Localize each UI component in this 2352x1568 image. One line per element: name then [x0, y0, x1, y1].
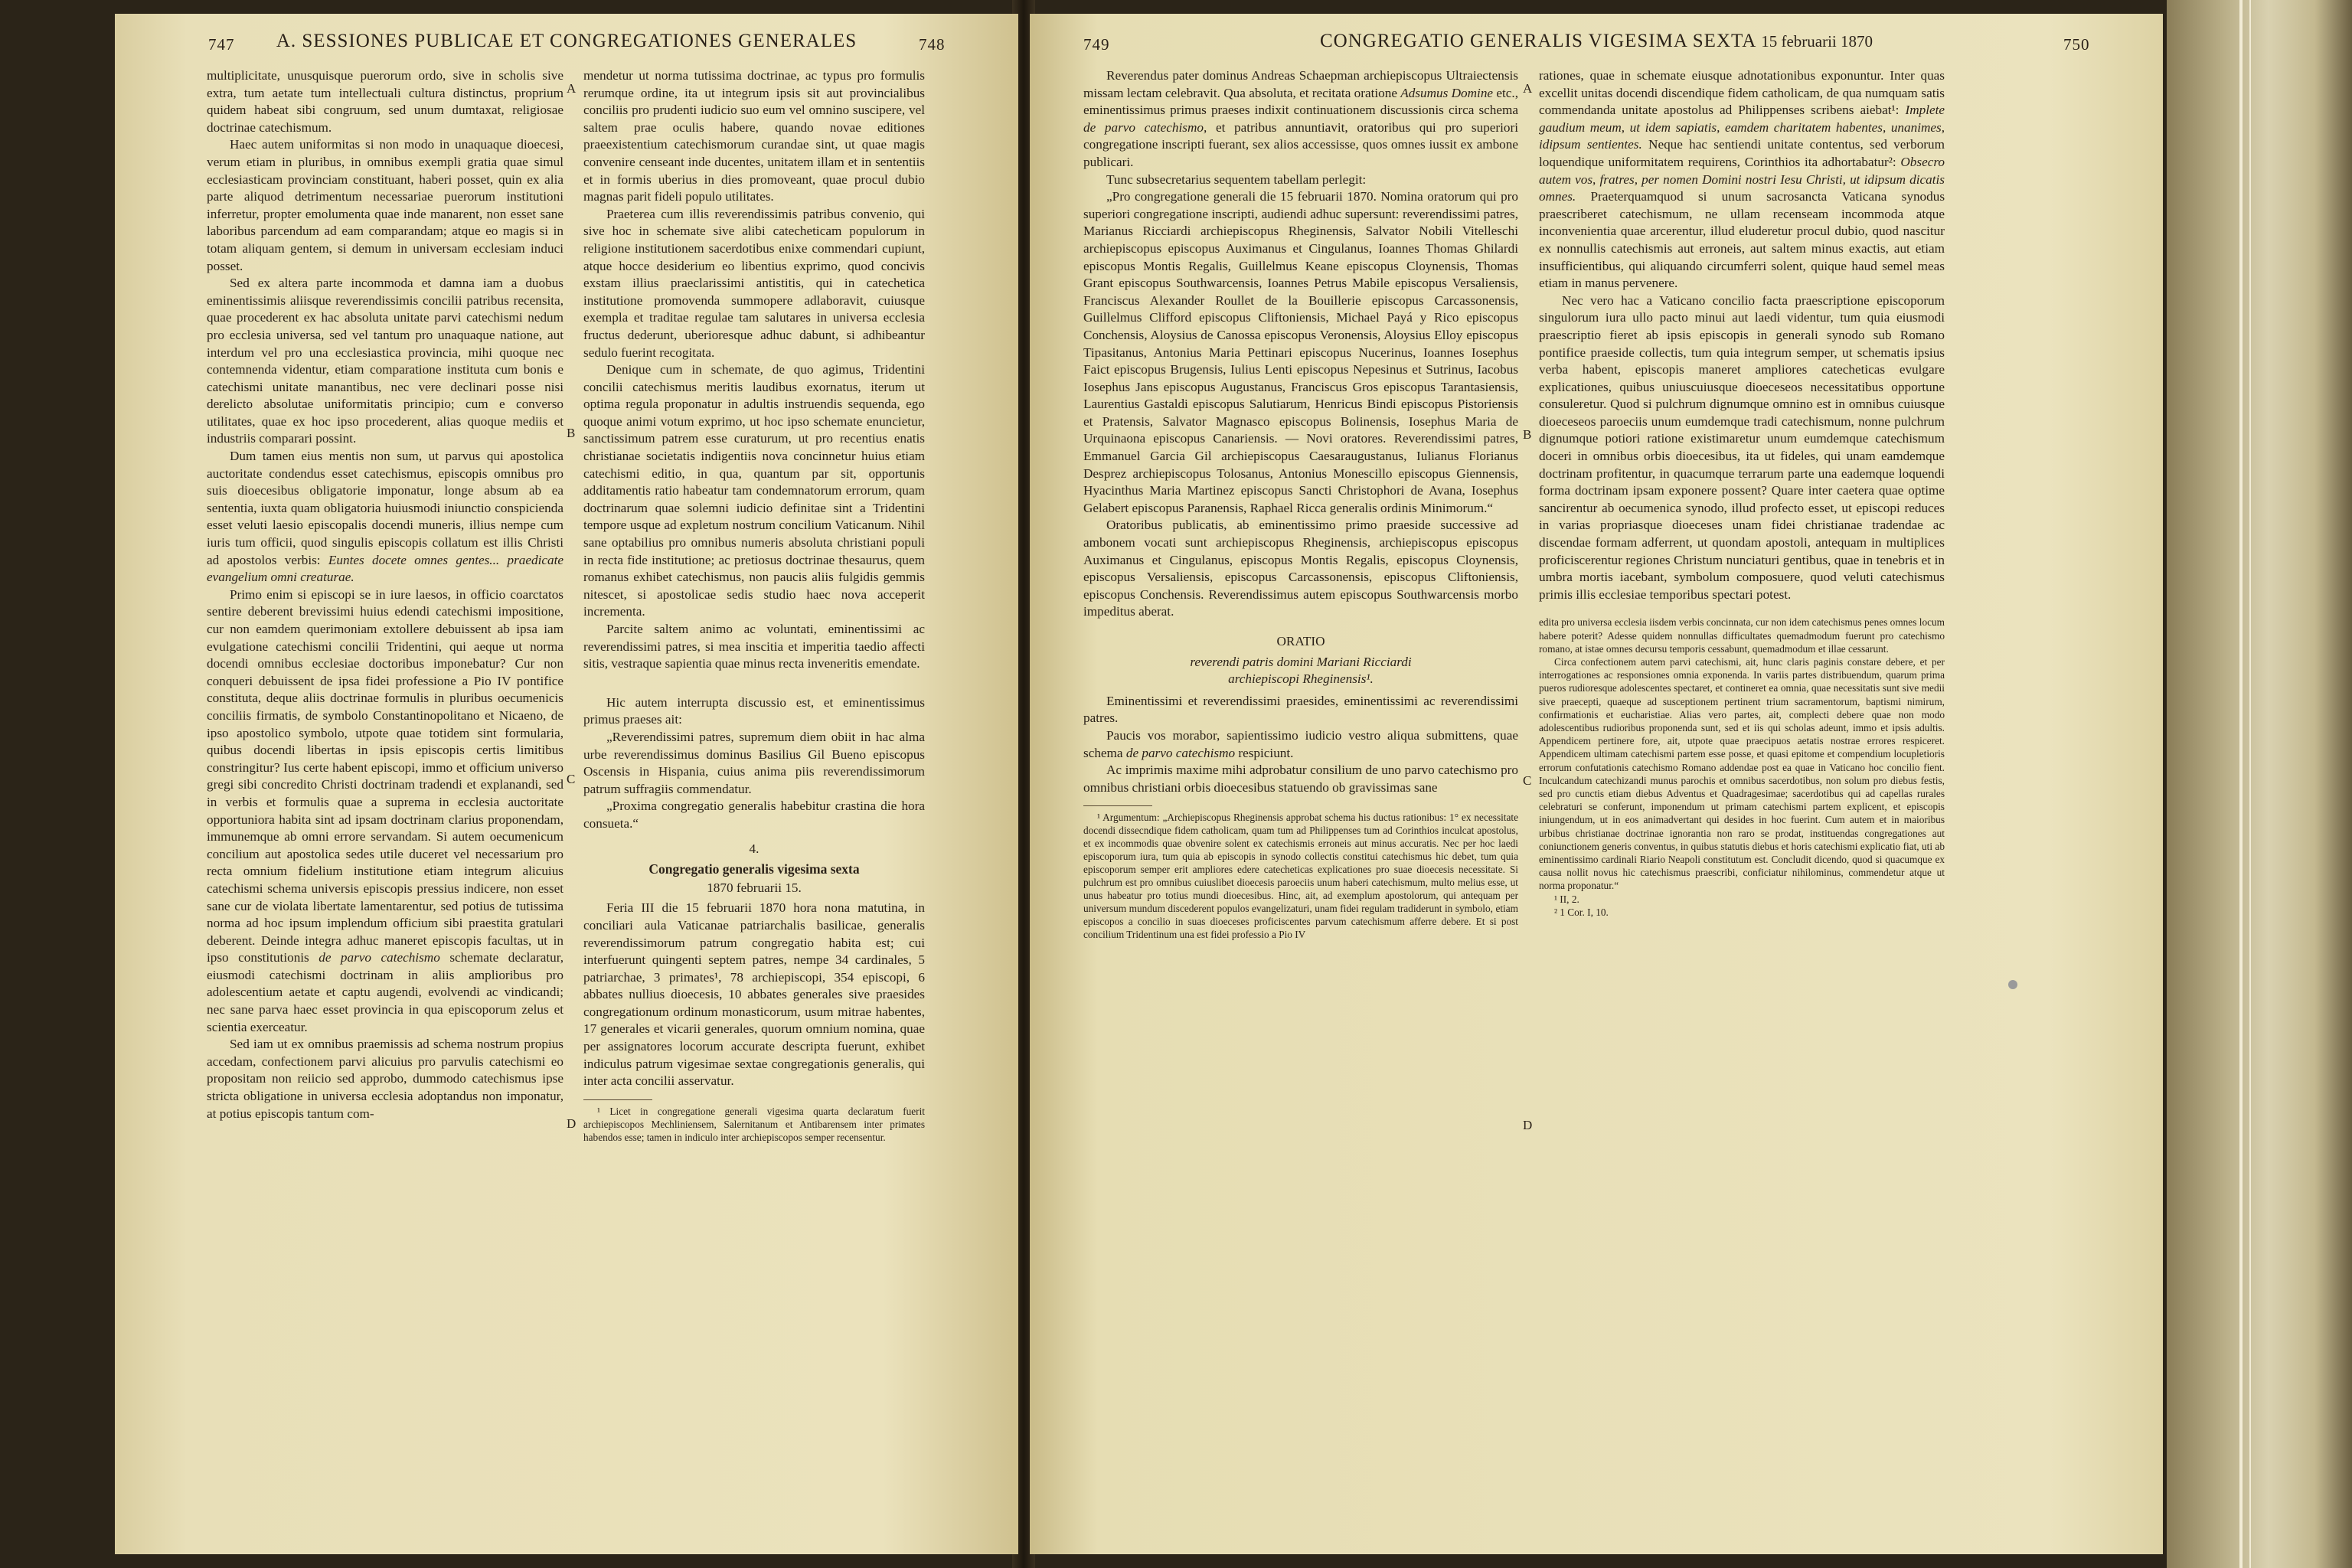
paragraph: Nec vero hac a Vaticano concilio facta praescriptione episcoporum singulorum iura ullo pacto minui aut laedi videntur, tum quia eiusmodi praescriptio fieret ab ipsis episcopis in generali synodo sub Romano pontifice praeside collectis, tum quia integrum semper, ut schematis ipsius verba habent, episcopis maneret ampliores catecheticas evulgare explicationes, quibus uniuscuiusque dioeceseos necessitatibus opportune consuleretur. Quod si pulchrum dignumque omnino est in omnibus cuiusque dioeceseos paroeciis unum eumdemque tradi catechismum, nonne pulchrum dignumque potiori ratione existimaretur unum eumdemque catechismum doceri in omnibus orbis dioecesibus, ita ut fideles, qui unam eamdemque doctrinam profitentur, in quacumque terrarum parte una eademque loquendi forma doctrinam ipsam exponere possent? Quare inter caetera quae optime sancirentur ab oecumenica synodo, illud profecto esset, ut episcopi reduces in varias propriasque dioeceses unam fidei christianae tradendae ac discendae formam adferrent, ut quondam apostoli, antequam in multiplices proficiscerentur regiones Christum nunciaturi gentibus, quae in tenebris et in umbra mortis iacebant, symbolum composuere, quod veluti catechismus primis illis ecclesiae temporibus spectari potest. [1539, 292, 1945, 602]
margin-letter: B [1523, 427, 1532, 442]
paragraph: Denique cum in schemate, de quo agimus, Tridentini concilii catechismus meritis laudibus exornatus, iterum ut optima regula proponatur in adultis instruendis sequenda, ego quoque animi votum exprimo, ut hoc ipso schemate enuncietur, sanctissimum patrem esse curaturum, ut pro recentius enatis christianae societatis indigentiis nova concinnetur huius etiam catechismi editio, in qua, quantum par sit, opportunis additamentis ratio habeatur tam condemnatorum errorum, quam doctrinarum quae solemni iudicio definitae sint a Tridentini tempore usque ad expletum nostrum concilium Vaticanum. Nihil sane optabilius pro omnibus numeris absoluta christiani populi in recta fide institutione; ac pretiosus doctrinae thesaurus, quem romanus exhibet catechismus, non paucis aliis fulgidis gemmis nitescet, si apostolicae sedis studio haec nova acceperit incrementa. [583, 362, 925, 619]
running-title-text: CONGREGATIO GENERALIS VIGESIMA SEXTA [1319, 31, 1756, 51]
paragraph: Parcite saltem animo ac voluntati, eminentissimi ac reverendissimi patres, si mea inscitia et imperitia taedio affecti sitis, vestraque sapientia quae minus recta inveneritis emendate. [583, 622, 925, 671]
page-number: 749 [1083, 35, 1110, 54]
footnote-continuation [1539, 616, 1945, 919]
paragraph: Oratoribus publicatis, ab eminentissimo primo praeside successive ad ambonem vocati sunt archiepiscopus Rheginensis, archiepiscopus episcopus Auximanus et Cingulanus, episcopus Montis Regalis, episcopus Cloynensis, episcopus Versaliensis, episcopus Carcassonensis, episcopus Cliftoniensis, episcopus Conchensis. Reverendissimus autem episcopus Southwarcensis morbo impeditus aberat. [1083, 518, 1518, 619]
margin-letter: D [567, 1116, 577, 1131]
section-title: Congregatio generalis vigesima sexta [648, 861, 860, 877]
scripture-quote: Euntes docete omnes gentes... praedicate evangelium omni creaturae. [207, 552, 564, 585]
paragraph-text: etc., eminentissimus primus praeses indixit continuationem discussionis circa schema [1083, 85, 1519, 118]
footnote [583, 1105, 925, 1144]
margin-letter: D [1523, 1118, 1533, 1132]
paragraph: Feria III die 15 februarii 1870 hora nona matutina, in conciliari aula Vaticanae patriarchalis basilicae, generalis reverendissimorum patrum congregatio habita est; cui interfuerunt quingenti septem patres, nempe 34 cardinales, 5 patriarchae, 3 primates¹, 78 archiepiscopi, 354 episcopi, 6 abbates nullius dioecesis, 10 abbates generales sive praesides congregationum ordinum monasticorum, usum mitrae habentes, 17 generales et vicarii generales, quorum omnium nomina, quae per assignatores locorum accurate descripta fuerunt, exhibet indiculus patrum vigesimae sextae congregationis generalis, qui inter acta concilii asservatur. [583, 900, 925, 1089]
running-date: 15 februarii 1870 [1761, 32, 1873, 51]
paragraph-text: Reverendus pater dominus Andreas Schaepman archiepiscopus Ultraiectensis missam lectam celebravit. Qua absoluta, et recitata oratione [1083, 68, 1518, 100]
paragraph-text: Paucis vos morabor, sapientissimo iudicio vestro aliqua submittens, quae schema [1083, 727, 1518, 760]
scripture-quote: Obsecro autem vos, fratres, per nomen Domini nostri Iesu Christi, ut idipsum dicatis omnes. [1539, 154, 1945, 204]
footnote-text: ² 1 Cor. I, 10. [1554, 906, 1609, 918]
page-number: 747 [208, 35, 235, 54]
footnote-text: Circa confectionem autem parvi catechismi, ait, hunc claris paginis constare debere, et per interrogationes ac responsiones omnia exponenda. In variis partes distribuendum, quarum prima pueros rudioresque adolescentes spectaret, et contineret ea omnia, quae necessitatis sunt sive medii sive praecepti, quaeque ad susceptionem pertinent trium sacramentorum, baptismi nimirum, confirmationis et eucharistiae. Alias vero partes, ait, complecti debere quae non modo adolescentibus rudioribus proponenda sunt, sed et iis qui scholas adeunt, immo et ipsis adultis. Appendicem pertinere fore, ait, utpote quae praecipuos aetatis nostrae errores respiceret. Appendicem ultimam catechismi partem esse posse, et quasi epitome et compendium locupletioris errorum confutationis catechismo Romano addendae post ea quae in Vaticano hoc concilio fient. Inculcandum catechizandi munus parochis et omnibus sacerdotibus, non solum pro diebus festis, sed pro cunctis etiam diebus Adventus et Quadragesimae; sacerdotibus qui ad capellas rurales celebraturi se conferunt, imponendum ut primam catechismi partem explicent, et episcopis iniungendum, ut in eos animadvertant qui desides in hoc fuerint. Cum autem et in maioribus urbibus christianae doctrinae ignorantia non raro se prodat, instituendas congregationes aut coniunctionem generis conventus, in quibus statutis diebus et horis catechismi explicatio fiat, uti ab eminentissimo cardinali Riario Neapoli constitutum est. Concludit dicendo, quod si quacumque ex causa nollit novus hic catechismus praescribi, conficiatur nihilominus, commendetur atque ut norma proponatur.“ [1539, 656, 1945, 892]
page-number: 750 [2063, 35, 2090, 54]
italic-phrase: de parvo catechismo [318, 950, 440, 965]
page-number: 748 [919, 35, 946, 54]
running-header [115, 31, 1018, 61]
paragraph [1083, 67, 1518, 172]
paragraph: Haec autem uniformitas si non modo in unaquaque dioecesi, verum etiam in pluribus, in omnibus exempli gratia quae simul ecclesiasticam provinciam constituant, haberi posset, quin ex alia parte aliquod detrimentum necessariae puerorum institutioni inferretur, propter emolumenta quae inde manarent, non esset sane laboribus parcendum ad eam comparandam; atque eo magis si in totam aliquam gentem, si demum in universam ecclesiam induci posset. [207, 137, 564, 273]
paragraph: Sed ex altera parte incommoda et damna iam a duobus eminentissimis aliisque reverendissimis concilii patribus recensita, quae procederent ex hac absoluta unitate parvi catechismi nedum pro ecclesia universa, sed vel tantum pro unaquaque natione, aut interdum vel pro una ecclesiastica provincia, mihi quoque nec contemnenda videntur, etiam comparatione instituta cum bonis e catechismi unitate manantibus, nec vere declinari posse nisi derelicto absolutae uniformitatis principio; cum e converso utilitates, quae ex hoc ipso procederent, alias quoque mediis et industriis comparari possint. [207, 276, 564, 446]
paragraph-text: Neque hac sentiendi unitate contentus, sed verborum loquendique uniformitatem requirens, Corinthios ita adhortabatur²: [1539, 137, 1945, 169]
book-edge [2167, 0, 2352, 1568]
right-page-column-2 [1539, 67, 1945, 919]
scripture-quote: Implete gaudium meum, ut idem sapiatis, eamdem charitatem habentes, unanimes, idipsum sentientes. [1539, 103, 1945, 152]
left-page [115, 14, 1018, 1554]
footnote-text: ¹ Licet in congregatione generali vigesima quarta declaratum fuerit archiepiscopos Mechliniensem, Salernitanum et Antibarensem inter primates habendos esse; tamen in indiculo inter archiepiscopos semper recensentur. [583, 1105, 925, 1143]
margin-letter: C [567, 772, 576, 786]
right-page-column-1 [1083, 67, 1518, 941]
page-edge-line [2249, 0, 2251, 1568]
paragraph: „Reverendissimi patres, supremum diem obiit in hac alma urbe reverendissimus dominus Basilius Gil Bueno episcopus Oscensis in Hispania, cuius anima piis reverendissimorum patrum suffragiis commendatur. [583, 729, 925, 796]
footnote-text: edita pro universa ecclesia iisdem verbis concinnata, cur non idem catechismus penes omnes locum habere poterit? Adesse quidem nonnullas difficultates quemadmodum fuerunt pro catechismo romano, at istae omnes decursu temporis cessabunt, quemadmodum et illae cessarunt. [1539, 616, 1945, 655]
oration-subheading: archiepiscopi Rheginensis¹. [1228, 671, 1374, 687]
paragraph [207, 448, 564, 586]
paragraph: Praeterea cum illis reverendissimis patribus convenio, qui sive hoc in schemate sive alibi catecheticam populorum in religione institutionem sacerdotibus enixe commendari cupiunt, atque hocce desiderium eo libentius exprimo, quod concivis exstam illius praeclarissimi antistitis, qui in catechetica institutione promovenda summopere adlaboravit, cuiusque exempla et traditae regulae tam salutares in universa ecclesia fructus dederunt, uberioresque adhuc dabunt, si adhibeantur sedulo fuerint recogitata. [583, 206, 925, 360]
paragraph [1539, 67, 1945, 292]
paragraph: „Pro congregatione generali die 15 februarii 1870. Nomina oratorum qui pro superiori congregatione inscripti, audiendi adhuc supersunt: reverendissimi patres, Marianus Ricciardi archiepiscopus Rheginensis, Salvator Nobili Vitelleschi archiepiscopus episcopus Auximanus et Cingulanus, Ioannes Thomas Ghilardi episcopus Montis Regalis, Guillelmus Keane episcopus Cloynensis, Thomas Grant episcopus Southwarcensis, Ioannes Petrus Mabile episcopus Versaliensis, Franciscus Alexander Roullet de la Bouillerie episcopus Carcassonensis, Guillelmus Clifford episcopus Cliftoniensis, Michael Payá y Rico episcopus Conchensis, Aloysius de Canossa episcopus Veronensis, Aloysius Elloy episcopus Tipasitanus, Antonius Maria Pettinari episcopus Nucerinus, Ioannes Iosephus Faict episcopus Brugensis, Iulius Lenti episcopus Nepesinus et Sutrinus, Iacobus Iosephus Jans episcopus Augustanus, Franciscus Gros episcopus Tarantasiensis, Laurentius Gastaldi episcopus Salutiarum, Henricus Bindi episcopus Pistoriensis et Pratensis, Salvator Magnasco episcopus Bolinensis, Iosephus Maria de Urquinaona episcopus Canariensis. — Novi oratores. Reverendissimi patres, Emmanuel Garcia Gil archiepiscopus Caesaraugustanus, Iulianus Florianus Desprez archiepiscopus Tolosanus, Antonius Monescillo episcopus Giennensis, Hyacinthus Maria Martinez episcopus Sancti Christophori de Avana, Iosephus Gelabert episcopus Paranensis, Raphael Ricca generalis ordinis Minimorum.“ [1083, 189, 1518, 515]
paragraph-text: Primo enim si episcopi se in iure laesos, in officio coarctatos sentire deberent brevissimi huius edendi catechismi impositione, cur non eamdem querimoniam extollere debuissent ab ipsa iam evulgatione catechismi concilii Tridentini, qui aeque ut norma docendi omnibus ecclesiae doctoribus imponebatur? Cur non conqueri debuissent de ipsa fidei professione a Pio IV pontifice constituta, deque aliis doctrinae formulis in pluribus oecumenicis conciliis firmatis, de symbolo Constantinopolitano et Nicaeno, de ipso apostolico symbolo, utpote quae totidem sint formularia, quibus docendi libertas in ipsis episcopis certis limitibus constringitur? Ius certe habent episcopi, immo et officium universo gregi sibi concredito Christi doctrinam tradendi et explanandi, sed in verbis et formulis quae a suprema in ecclesia auctoritate opportuniora habita sint ad ipsam doctrinam clarius proponendam, immunemque ab omni errore servandam. Si autem oecumenicum concilium aut apostolica sedes utile duceret vel necessarium pro recta omnium fidelium institutione etiam integrum alicuius catechismi schema universis episcopis pressius indicere, non esset sane cur de violata libertate lamentarentur, sed potius de tutissima norma ad hoc ipsum implendum officium sibi praestita gratulari deberent. Deinde integra adhuc maneret episcopis facultas, ut in ipso constitutionis [207, 586, 564, 965]
paragraph: multiplicitate, unusquisque puerorum ordo, sive in scholis sive extra, tum aetate tum intellectuali cultura distinctus, proprium quidem habeat sibi congruum, sed unum dumtaxat, religiosae doctrinae catechismum. [207, 68, 564, 135]
italic-phrase: de parvo catechismo [1125, 745, 1236, 760]
oration-subheading: reverendi patris domini Mariani Ricciardi [1190, 654, 1412, 669]
paragraph-text: Praeterquamquod si unum sacrosancta Vaticana synodus praescriberet catechismum, ne ullam recenseam incommoda atque inconvenientia quae arcerentur, illud eluderetur procul dubio, quod nascitur ex nonnullis catechismis aut erroneis, aut saltem minus exactis, aut etiam insufficientibus, qui aliquando circumferri solent, quique haud semel meas etiam in manus pervenere. [1539, 189, 1945, 291]
oration-heading: ORATIO [1276, 634, 1325, 648]
section-date: 1870 februarii 15. [707, 880, 802, 895]
paragraph: Hic autem interrupta discussio est, et eminentissimus primus praeses ait: [583, 694, 925, 727]
paragraph [207, 586, 564, 1036]
paper-speck [2008, 980, 2017, 989]
margin-letter: C [1523, 773, 1532, 788]
footnote-text: ¹ Argumentum: „Archiepiscopus Rheginensis approbat schema his ductus rationibus: 1° ex necessitate docendi dissecndique fidem catholicam, quam tum ad Philippenses tum ad Corinthios inculcat apostolus, et ex incommodis quae obvenire solent ex catechismis erroneis aut minus accuratis. Nec per hoc laedi episcoporum iura, tum quia ab episcopis in synodo collectis constitui catechismus hic debet, tum quia episcoporum semper erit ampliores edere catecheticas explicationes pro suae dioecesis necessitate. Si pulchrum est pro omnibus cuiuslibet dioecesis paroeciis unum haberi catechismum, multo melius esse, ut unus habeatur pro totius mundi dioecesibus. Hinc, ait, ad exemplum apostolorum, qui antequam per universum mundum discederent populos evangelizaturi, unam fidei regulam tradiderunt in symbolo, etiam episcopos a concilio in suas dioeceses proficiscentes parvum catechismum afferre debere. Et si post concilium Tridentinum una est fidei professio a Pio IV [1083, 812, 1518, 941]
paragraph: Tunc subsecretarius sequentem tabellam perlegit: [1106, 172, 1367, 187]
paragraph-text: rationes, quae in schemate eiusque adnotationibus exponuntur. Inter quas excellit unitas docendi discendique fidem catholicam, de qua numquam satis commendanda unitate apostolus ad Philippenses scribens aiebat¹: [1539, 68, 1945, 118]
paragraph: Sed iam ut ex omnibus praemissis ad schema nostrum propius accedam, confectionem parvi alicuius pro parvulis catechismi eo propositam non reiicio sed approbo, dummodo catechismus ipse stricta obligatione in universa ecclesia adoptandus non imponatur, at potius episcopis tantum com- [207, 1037, 564, 1121]
paragraph-text: et patribus annuntiavit, oratoribus qui pro superiori congregatione inscripti fuerant, sex alios accessisse, quos omnes iussit ex ambone publicari. [1083, 119, 1519, 169]
paragraph-text: schemate declaratur, eiusmodi catechismi doctrinam in aliis amplioribus pro adolescentium aetate et captu augendi, evolvendi ac vindicandi; nec sane parva haec esset provincia in qua episcoporum zelus et scientia exerceatur. [207, 950, 564, 1034]
paragraph: Ac imprimis maxime mihi adprobatur consilium de uno parvo catechismo pro omnibus christiani orbis dioecesibus statuendo ob gravissimas sane [1083, 763, 1518, 795]
left-page-column-2 [583, 67, 925, 1144]
footnote-text: ¹ II, 2. [1554, 893, 1579, 905]
paragraph: „Proxima congregatio generalis habebitur crastina die hora consueta.“ [583, 799, 925, 831]
paragraph: mendetur ut norma tutissima doctrinae, ac typus pro formulis rerumque ordine, ita ut integrum ipsis sit aut provincialibus conciliis pro prudenti iudicio suo eum vel omnino suscipere, vel saltem prae oculis habere, quando novae editiones praeexistentium catechismorum curandae sint, ut quae magis convenire censeant inde ducentes, unitatem illam et in sententiis et in formis uberius in dies promoveant, quae procul dubio magnas parit fideli populo utilitates. [583, 68, 925, 204]
italic-phrase: de parvo catechismo, [1083, 119, 1207, 135]
paragraph: Eminentissimi et reverendissimi praesides, eminentissimi ac reverendissimi patres. [1083, 693, 1518, 726]
paragraph [1083, 727, 1518, 762]
margin-letter: A [567, 81, 577, 96]
footnote [1083, 811, 1518, 941]
paragraph-text: Dum tamen eius mentis non sum, ut parvus qui apostolica auctoritate condendus esset catechismus, episcopis omnibus pro suis dioecesibus obligatorie imponatur, longe absum ab ea sententia, iuxta quam obligatoria huiusmodi iniunctio conspicienda esset veluti laesio episcopalis docendi muneris, illius nempe cum iuris tum officii, quod singulis episcopis collatum est illis Christi ad apostolos verbis: [207, 449, 564, 567]
margin-letter: A [1523, 81, 1533, 96]
running-header [1030, 31, 2163, 61]
footnote-rule [1083, 805, 1152, 806]
left-page-column-1 [207, 67, 564, 1122]
italic-phrase: Adsumus Domine [1400, 85, 1494, 100]
running-title [1030, 31, 2163, 52]
page-edge-line [2239, 0, 2243, 1568]
footnote-rule [583, 1099, 652, 1100]
margin-letter: B [567, 426, 576, 440]
section-number: 4. [749, 841, 760, 856]
running-title: A. SESSIONES PUBLICAE ET CONGREGATIONES GENERALES [276, 31, 858, 51]
right-page [1030, 14, 2163, 1554]
paragraph-text: respiciunt. [1238, 745, 1294, 760]
